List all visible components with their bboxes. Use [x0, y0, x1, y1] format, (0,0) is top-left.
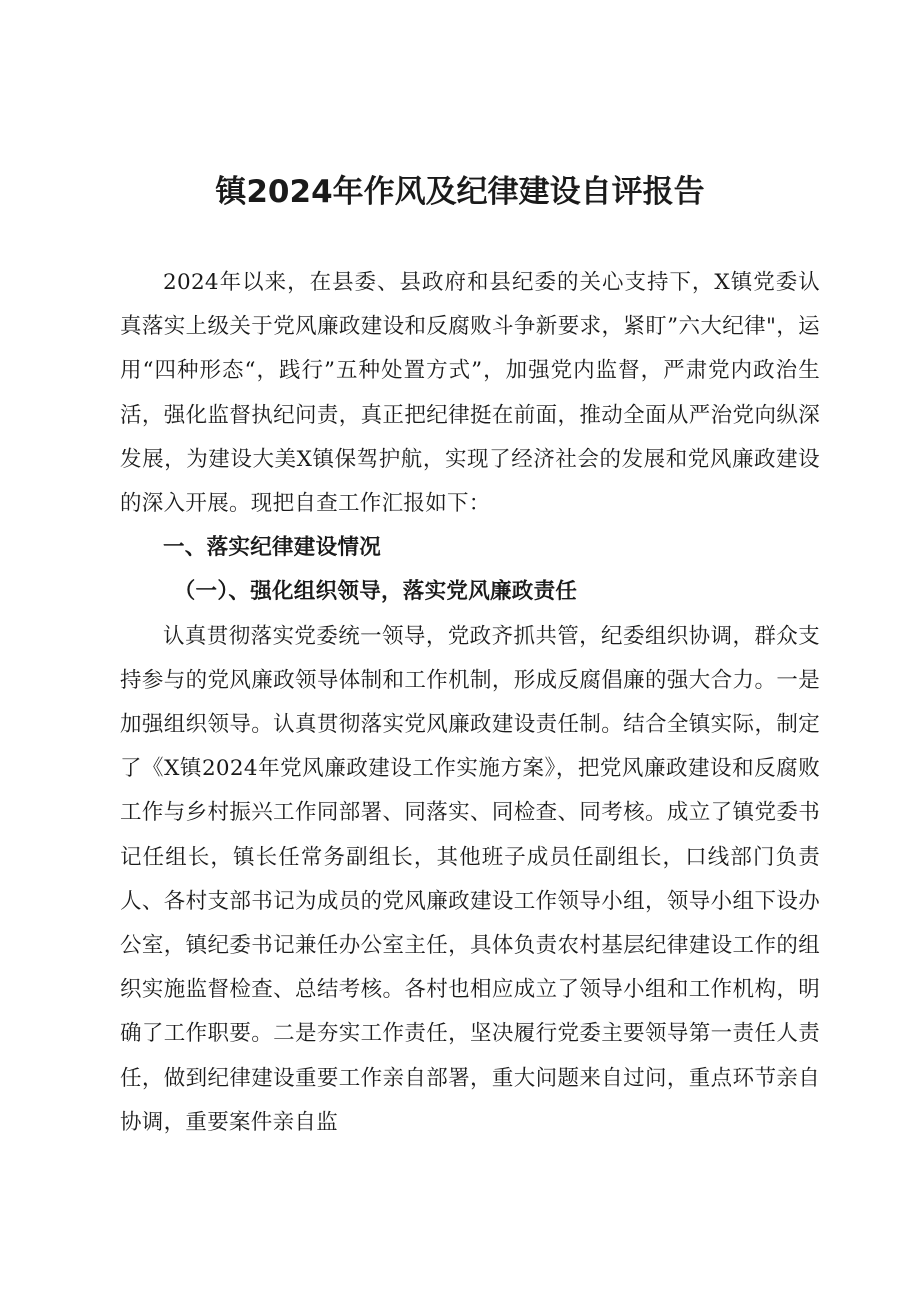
intro-paragraph: 2024年以来，在县委、县政府和县纪委的关心支持下，X镇党委认真落实上级关于党风廉政建设和反腐败斗争新要求，紧盯”六大纪律"，运用“四种形态“，践行”五种处置方式”，加强党内监督，严肃党内政治生活，强化监督执纪问责，真正把纪律挺在前面，推动全面从严治党向纵深发展，为建设大美X镇保驾护航，实现了经济社会的发展和党风廉政建设的深入开展。现把自查工作汇报如下： [120, 270, 820, 517]
section-heading: 一、落实纪律建设情况 [163, 535, 382, 561]
document-title: 镇2024年作风及纪律建设自评报告 [215, 174, 705, 210]
subsection-heading: （一）、强化组织领导，落实党风廉政责任 [173, 579, 578, 605]
document-body [120, 261, 820, 1145]
subsection-paragraph: 认真贯彻落实党委统一领导，党政齐抓共管，纪委组织协调，群众支持参与的党风廉政领导体制和工作机制，形成反腐倡廉的强大合力。一是加强组织领导。认真贯彻落实党风廉政建设责任制。结合全镇实际，制定了《X镇2024年党风廉政建设工作实施方案》，把党风廉政建设和反腐败工作与乡村振兴工作同部署、同落实、同检查、同考核。成立了镇党委书记任组长，镇长任常务副组长，其他班子成员任副组长，口线部门负责人、各村支部书记为成员的党风廉政建设工作领导小组，领导小组下设办公室，镇纪委书记兼任办公室主任，具体负责农村基层纪律建设工作的组织实施监督检查、总结考核。各村也相应成立了领导小组和工作机构，明确了工作职要。二是夯实工作责任，坚决履行党委主要领导第一责任人责任，做到纪律建设重要工作亲自部署，重大问题来自过问，重点环节亲自协调，重要案件亲自监 [120, 623, 820, 1135]
